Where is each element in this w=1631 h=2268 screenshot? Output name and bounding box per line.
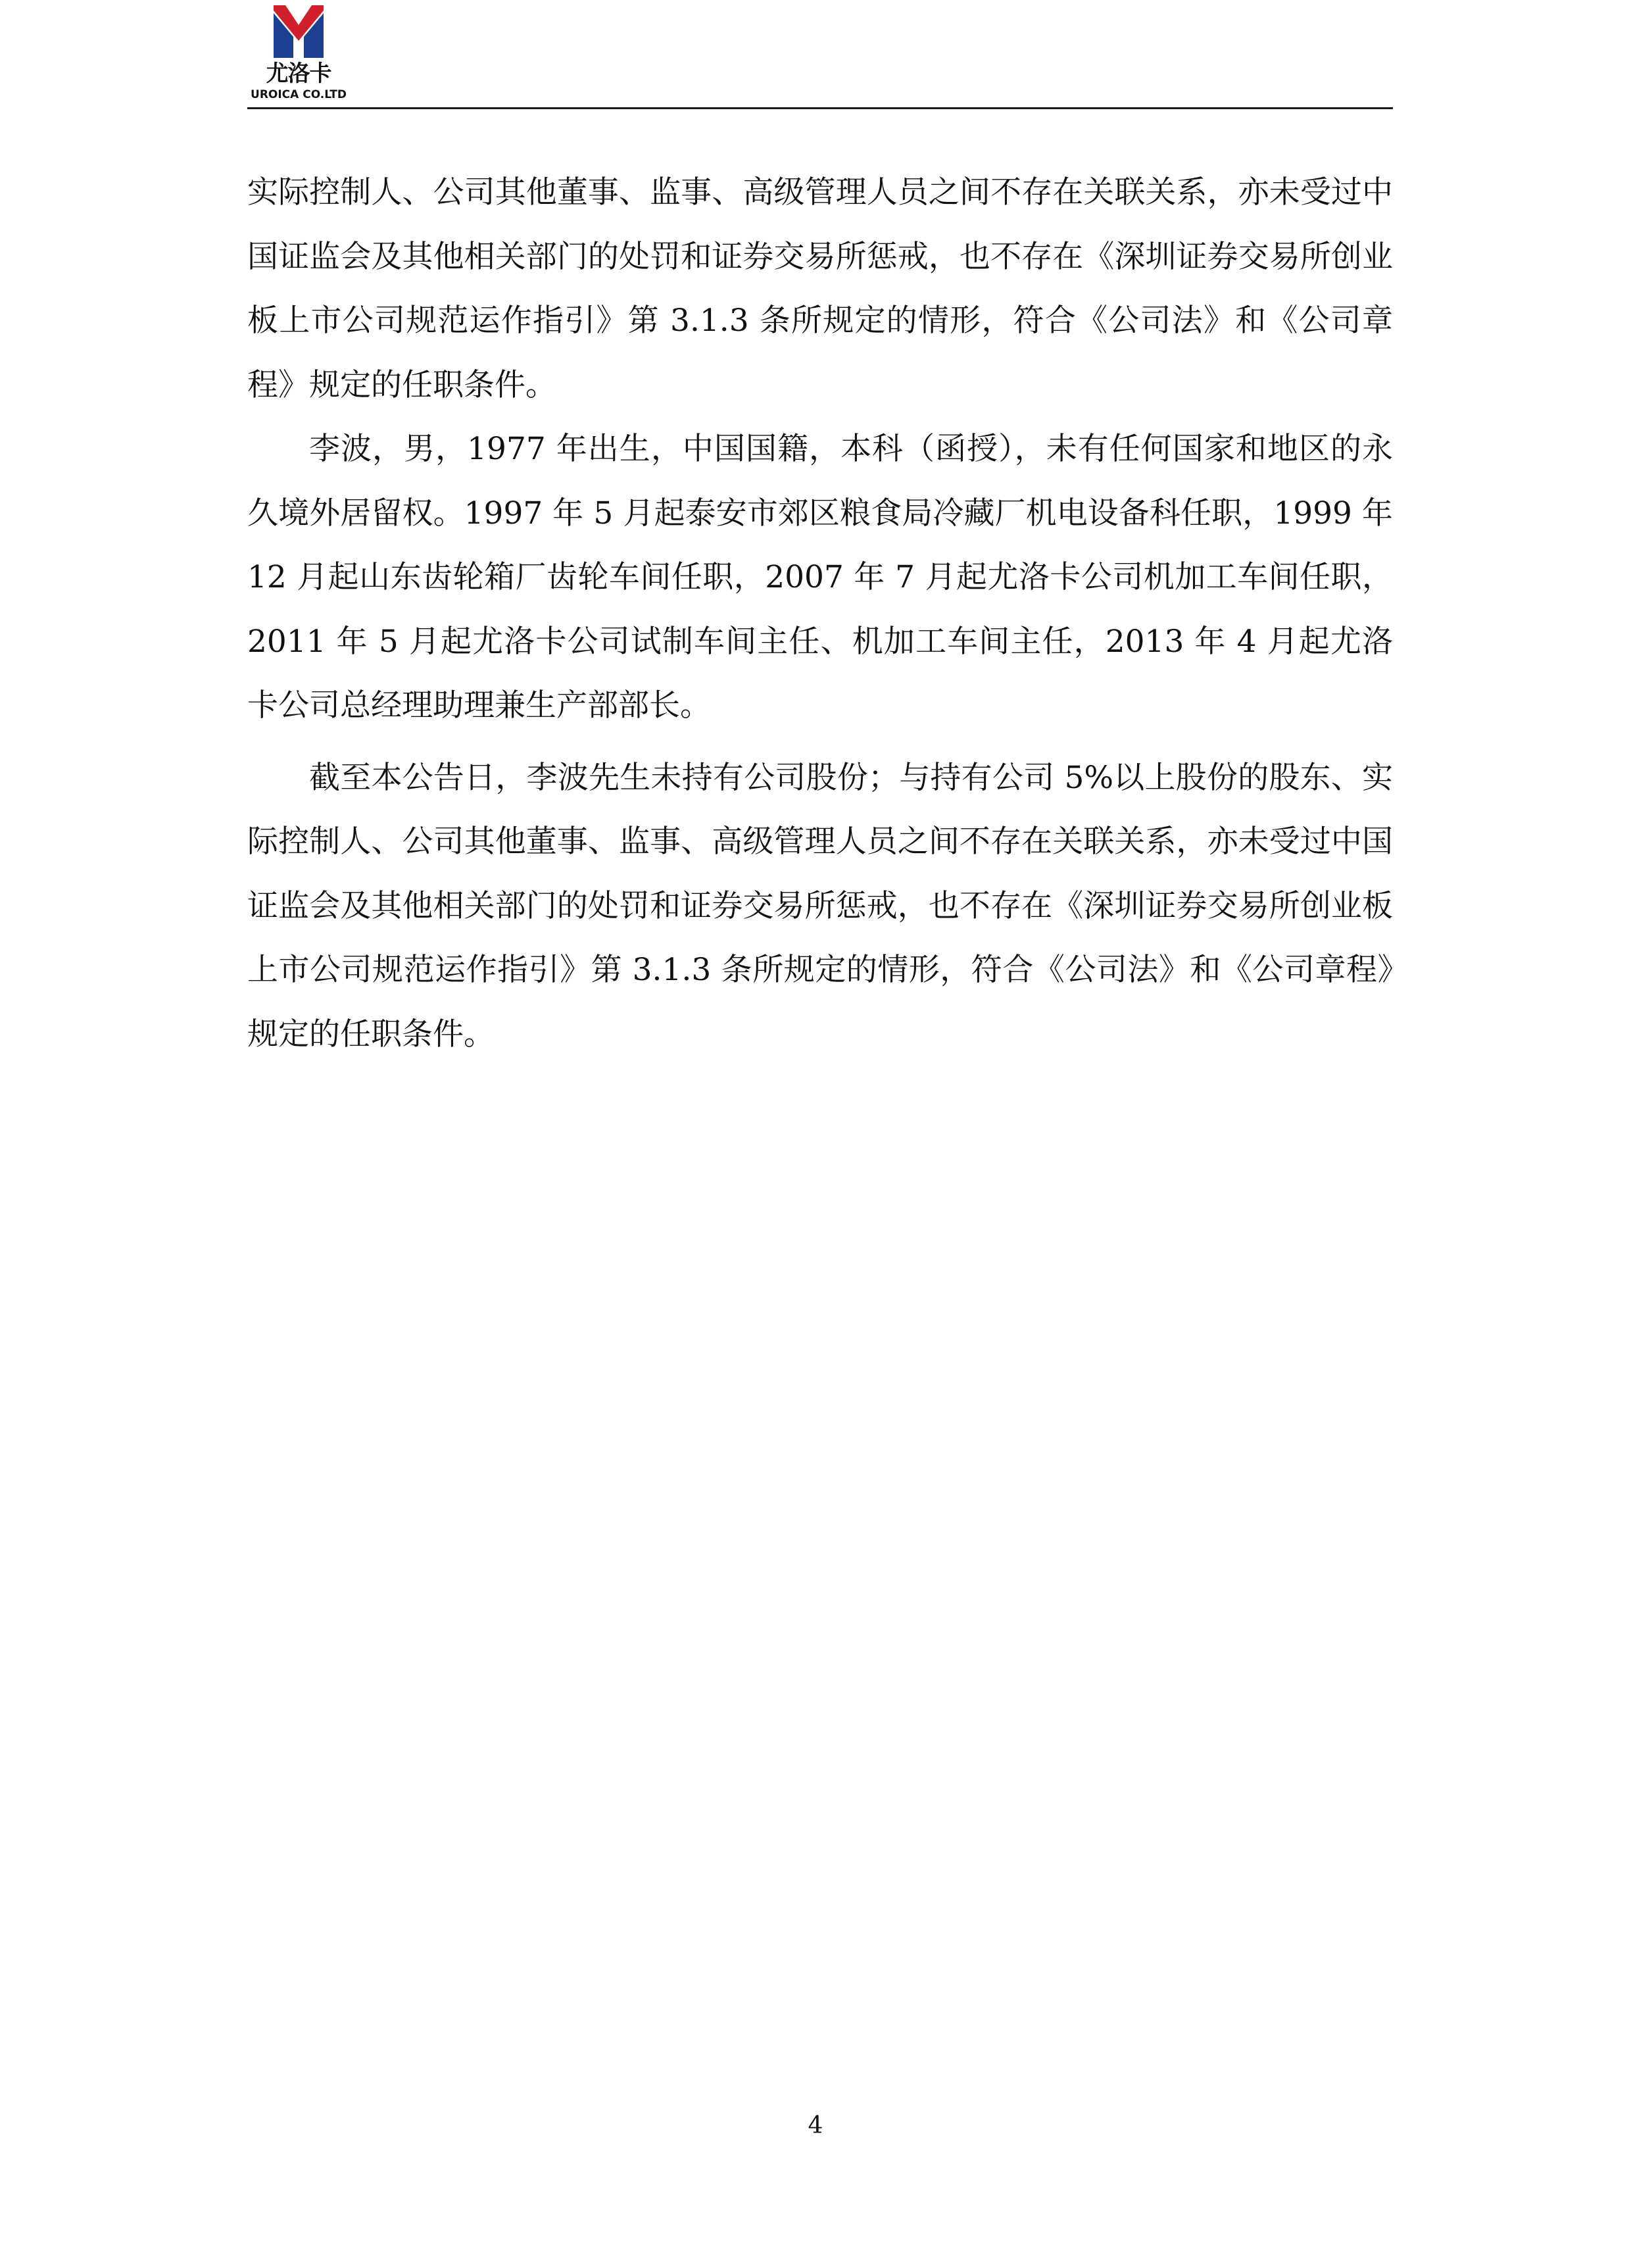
uroica-logo-icon xyxy=(247,3,350,61)
page-number: 4 xyxy=(808,2112,823,2139)
document-body xyxy=(247,160,1393,1066)
header-divider xyxy=(247,107,1393,109)
company-logo xyxy=(247,3,350,104)
logo-name-cn: 尤洛卡 xyxy=(266,61,331,87)
paragraph-continued: 实际控制人、公司其他董事、监事、高级管理人员之间不存在关联关系，亦未受过中国证监会及其他相关部门的处罚和证券交易所惩戒，也不存在《深圳证券交易所创业板上市公司规范运作指引》第 3.1.3 条所规定的情形，符合《公司法》和《公司章程》规定的任职条件。 xyxy=(247,174,1393,403)
logo-name-en: UROICA CO.LTD xyxy=(251,88,347,101)
paragraph-shareholding-statement: 截至本公告日，李波先生未持有公司股份；与持有公司 5%以上股份的股东、实际控制人、公司其他董事、监事、高级管理人员之间不存在关联关系，亦未受过中国证监会及其他相关部门的处罚和证券交易所惩戒，也不存在《深圳证券交易所创业板上市公司规范运作指引》第 3.1.3 条所规定的情形，符合《公司法》和《公司章程》规定的任职条件。 xyxy=(247,759,1393,1052)
paragraph-profile-li-bo: 李波，男，1977 年出生，中国国籍，本科（函授），未有任何国家和地区的永久境外居留权。1997 年 5 月起泰安市郊区粮食局冷藏厂机电设备科任职，1999 年 12 月起山东齿轮箱厂齿轮车间任职，2007 年 7 月起尤洛卡公司机加工车间任职，2011 年 5 月起尤洛卡公司试制车间主任、机加工车间主任，2013 年 4 月起尤洛卡公司总经理助理兼生产部部长。 xyxy=(247,431,1393,724)
